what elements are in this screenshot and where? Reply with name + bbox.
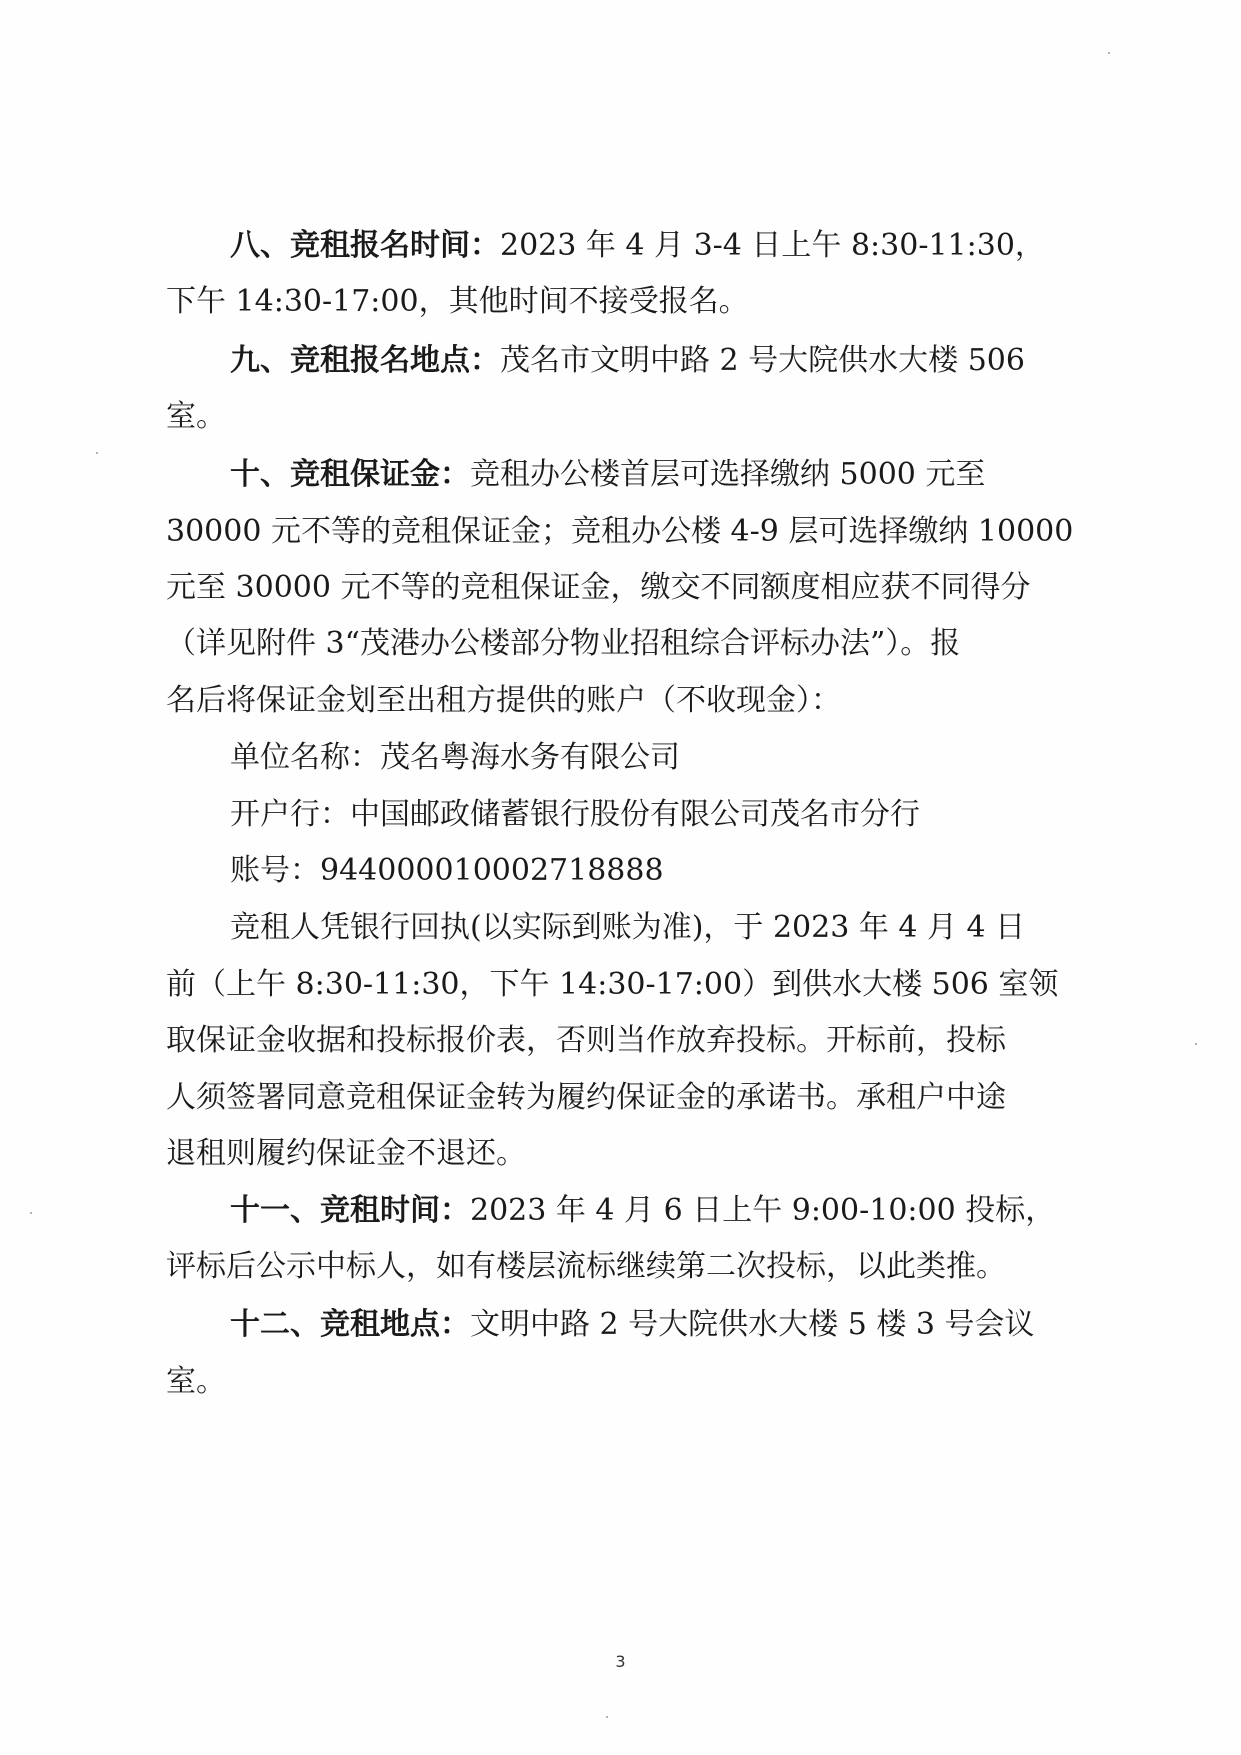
section-12-heading: 十二、竞租地点： <box>230 1307 470 1342</box>
account-number: 账号：944000010002718888 <box>230 853 664 888</box>
account-bank: 开户行：中国邮政储蓄银行股份有限公司茂名市分行 <box>230 797 920 832</box>
section-10-line-1 <box>230 455 985 495</box>
section-10-line-2: 30000 元不等的竞租保证金；竞租办公楼 4-9 层可选择缴纳 10000 <box>166 514 1074 549</box>
scan-speck <box>1195 1043 1197 1045</box>
section-11-line-2: 评标后公示中标人，如有楼层流标继续第二次投标，以此类推。 <box>166 1249 1006 1284</box>
section-9-text-1: 茂名市文明中路 2 号大院供水大楼 506 <box>500 343 1025 378</box>
section-8-text-1: 2023 年 4 月 3-4 日上午 8:30-11:30， <box>500 228 1045 263</box>
page-number: 3 <box>615 1652 626 1671</box>
section-8-line-1 <box>230 226 1045 266</box>
account-unit-name: 单位名称：茂名粤海水务有限公司 <box>230 740 680 775</box>
section-10-p2-line-1: 竞租人凭银行回执(以实际到账为准)，于 2023 年 4 月 4 日 <box>230 910 1026 945</box>
section-10-p2-line-2: 前（上午 8:30-11:30，下午 14:30-17:00）到供水大楼 506 室领 <box>166 967 1059 1002</box>
scan-speck <box>30 1212 32 1214</box>
section-9-line-1 <box>230 341 1025 381</box>
section-12-text-1: 文明中路 2 号大院供水大楼 5 楼 3 号会议 <box>470 1307 1035 1342</box>
scan-speck <box>606 1716 608 1718</box>
scan-speck <box>1108 52 1110 54</box>
section-11-heading: 十一、竞租时间： <box>230 1193 470 1228</box>
section-10-line-3: 元至 30000 元不等的竞租保证金，缴交不同额度相应获不同得分 <box>166 570 1031 605</box>
section-10-p2-line-4: 人须签署同意竞租保证金转为履约保证金的承诺书。承租户中途 <box>166 1080 1006 1115</box>
section-10-p2-line-5: 退租则履约保证金不退还。 <box>166 1136 526 1171</box>
scan-speck <box>96 452 98 454</box>
section-10-line-5: 名后将保证金划至出租方提供的账户（不收现金）： <box>166 683 841 718</box>
section-10-heading: 十、竞租保证金： <box>230 457 470 492</box>
section-10-line-4: （详见附件 3“茂港办公楼部分物业招租综合评标办法”）。报 <box>166 626 961 661</box>
section-8-line-2: 下午 14:30-17:00，其他时间不接受报名。 <box>166 284 749 319</box>
section-9-line-2: 室。 <box>166 399 226 434</box>
section-11-line-1 <box>230 1191 1055 1231</box>
section-8-heading: 八、竞租报名时间： <box>230 228 500 263</box>
section-12-line-2: 室。 <box>166 1364 226 1399</box>
section-11-text-1: 2023 年 4 月 6 日上午 9:00-10:00 投标， <box>470 1193 1056 1228</box>
section-12-line-1 <box>230 1305 1034 1345</box>
section-9-heading: 九、竞租报名地点： <box>230 343 500 378</box>
section-10-text-1: 竞租办公楼首层可选择缴纳 5000 元至 <box>470 457 986 492</box>
section-10-p2-line-3: 取保证金收据和投标报价表，否则当作放弃投标。开标前，投标 <box>166 1023 1006 1058</box>
